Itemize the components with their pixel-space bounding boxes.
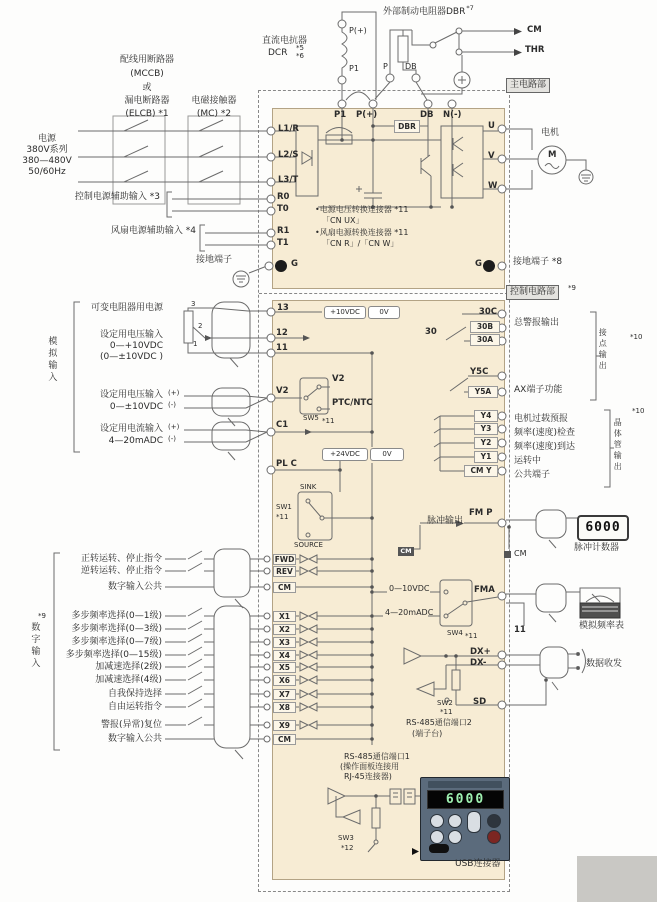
cm-external-icon xyxy=(504,551,511,558)
plus10vdc-pill: +10VDC xyxy=(324,306,366,319)
digital-row-label: 加减速选择(4级) xyxy=(95,675,162,685)
terminal-pplus: P(+) xyxy=(356,110,378,120)
pot-pin-1: 1 xyxy=(193,340,198,348)
current-input-range: 4—20mADC xyxy=(108,436,163,446)
keypad-button xyxy=(430,830,444,844)
control-part-note: *9 xyxy=(568,284,576,292)
terminal-cm: CM xyxy=(273,582,296,593)
db-node-label: DB xyxy=(405,62,417,71)
alarm-output-label: 总警报输出 xyxy=(514,318,560,328)
terminal-g-left: G xyxy=(291,259,298,269)
sw5-v2-out: V2 xyxy=(332,374,345,384)
mccb-label-2: (MCCB) xyxy=(130,69,164,79)
output-wiring xyxy=(374,307,623,709)
dbr-cm-label: CM xyxy=(527,25,542,35)
fan-aux-input-label: 风扇电源辅助输入 *4 xyxy=(110,226,196,236)
analog-freq-meter-label: 模拟频率表 xyxy=(579,621,625,631)
terminal-x2: X2 xyxy=(273,624,296,635)
fma-current-range: 4—20mADC xyxy=(385,608,434,617)
terminal-v2: V2 xyxy=(276,386,289,396)
keypad-button xyxy=(430,814,444,828)
mccb-label-5: (ELCB) *1 xyxy=(125,109,169,119)
terminal-u: U xyxy=(488,121,495,131)
sw5-label: SW5 xyxy=(303,414,319,422)
motor-m-letter: M xyxy=(548,150,557,160)
cm-internal-tag: CM xyxy=(398,547,414,556)
terminal-13: 13 xyxy=(277,303,289,313)
cn-ux-note: 「CN UX」 xyxy=(322,216,364,225)
ax-terminal-label: AX端子功能 xyxy=(514,385,563,395)
voltage-input1-range2: (0—±10VDC ) xyxy=(100,352,163,362)
keypad-stop-button xyxy=(487,830,501,844)
terminal-cm2: CM xyxy=(273,734,296,745)
ground-terminals xyxy=(265,260,506,272)
keypad-up-down-button xyxy=(467,811,481,833)
terminal-x8: X8 xyxy=(273,702,296,713)
rs485-port1-sub2: RJ-45连接器) xyxy=(344,772,392,781)
sw1-label: SW1 xyxy=(276,503,292,511)
terminal-y5c: Y5C xyxy=(470,367,489,377)
mccb-label-4: 漏电断路器 xyxy=(124,96,170,106)
data-txrx-label: 数据收发 xyxy=(586,659,623,669)
pulse-counter-display: 6000 xyxy=(577,515,629,541)
digital-row-label: 多步频率选择(0—7级) xyxy=(71,637,162,647)
terminal-l3t: L3/T xyxy=(278,175,299,185)
terminal-12: 12 xyxy=(276,328,288,338)
dcr-label: 直流电抗器 xyxy=(262,36,308,46)
zerov-pill-1: 0V xyxy=(368,306,400,319)
cm-external-label: CM xyxy=(514,549,527,558)
zerov-pill-2: 0V xyxy=(370,448,404,461)
terminal-x1: X1 xyxy=(273,611,296,622)
usb-connector-icon xyxy=(429,844,449,853)
usb-connector-label: USB连接器 xyxy=(455,859,501,869)
voltage-input2-label: 设定用电压输入 xyxy=(99,390,163,400)
digital-row-label: 自我保持选择 xyxy=(107,689,162,699)
keypad-brand-strip xyxy=(428,781,502,788)
terminal-sd: SD xyxy=(473,697,487,707)
pot-pin-3: 3 xyxy=(191,300,196,308)
cn-r-w-note: 「CN R」/「CN W」 xyxy=(322,239,399,248)
terminal-x3: X3 xyxy=(273,637,296,648)
terminal-c1: C1 xyxy=(276,420,289,430)
fma-voltage-range: 0—10VDC xyxy=(389,584,430,593)
digital-row-label: 多步频率选择(0—15级) xyxy=(65,650,162,660)
voltage-input2-range: 0—±10VDC xyxy=(109,402,163,412)
pulse-counter-label: 脉冲计数器 xyxy=(574,543,620,553)
digital-row-label: 多步频率选择(0—3级) xyxy=(71,624,162,634)
common-terminal-label: 公共端子 xyxy=(514,470,551,480)
pot-power-label: 可变电阻器用电源 xyxy=(90,303,163,313)
terminal-r0: R0 xyxy=(277,192,290,202)
dbr-internal-box: DBR xyxy=(394,120,420,133)
current-input-label: 设定用电流输入 xyxy=(99,424,163,434)
terminal-x9: X9 xyxy=(273,720,296,731)
main-circuit-part-label: 主电路部 xyxy=(506,78,550,93)
c1-minus: (-) xyxy=(168,435,176,443)
terminal-dxplus: DX+ xyxy=(470,647,491,657)
terminal-r1: R1 xyxy=(277,226,290,236)
terminal-fma: FMA xyxy=(474,585,495,595)
rs485-port2-label: RS-485通信端口2 xyxy=(406,718,472,727)
power-label-4: 50/60Hz xyxy=(28,167,66,177)
digital-row-label: 加减速选择(2级) xyxy=(95,662,162,672)
terminal-30c: 30C xyxy=(478,307,497,317)
digital-row-label: 数字输入公共 xyxy=(107,734,162,744)
meter-11-ref-label: 11 xyxy=(514,625,526,635)
terminal-l2s: L2/S xyxy=(278,150,299,160)
voltage-connector-note: •电源电压转换连接器 *11 xyxy=(315,205,409,214)
keypad-button xyxy=(487,814,501,828)
relay-30-label: 30 xyxy=(425,327,437,337)
contact-output-note: *10 xyxy=(630,333,643,341)
analog-input-group-label: 模拟输入 xyxy=(46,336,57,384)
sw3-note: *12 xyxy=(341,844,354,852)
rs485-port2-sub: (端子台) xyxy=(412,729,443,738)
ground-terminal-right-label: 接地端子 *8 xyxy=(513,257,563,267)
terminal-30b: 30B xyxy=(470,321,500,333)
main-circuit-wiring xyxy=(267,100,506,249)
terminal-l1r: L1/R xyxy=(278,124,299,134)
sw4-note: *11 xyxy=(465,632,478,640)
source-label: SOURCE xyxy=(294,541,323,549)
terminal-11: 11 xyxy=(276,343,288,353)
keypad-display: 6000 xyxy=(427,790,504,809)
mccb-label-3: 或 xyxy=(142,83,152,93)
keypad-button xyxy=(448,830,462,844)
plus24vdc-pill: +24VDC xyxy=(322,448,368,461)
sw1-note: *11 xyxy=(276,513,289,521)
contact-output-group-label: 接点输出 xyxy=(598,328,608,372)
mc-label-1: 电磁接触器 xyxy=(191,96,237,106)
digital-row-label: 正转运转、停止指令 xyxy=(80,554,162,564)
dcr-p1-label: P1 xyxy=(349,64,359,73)
power-label-2: 380V系列 xyxy=(26,145,68,155)
terminal-x5: X5 xyxy=(273,662,296,673)
external-dbr-label: 外部制动电阻器DBR$^{*7}$ xyxy=(383,4,474,17)
terminal-x7: X7 xyxy=(273,689,296,700)
freq-arrival-label: 频率(速度)到达 xyxy=(514,442,576,452)
sw4-label: SW4 xyxy=(447,629,463,637)
rs485-port1-label: RS-485通信端口1 xyxy=(344,752,410,761)
pulse-output-label: 脉冲输出 xyxy=(427,516,464,526)
transistor-output-note: *10 xyxy=(632,407,645,415)
terminal-dxminus: DX- xyxy=(470,658,487,668)
terminal-t1: T1 xyxy=(277,238,289,248)
dcr-code: DCR xyxy=(268,48,288,58)
dcr-note2: *6 xyxy=(296,52,304,60)
braking-resistor-circuit xyxy=(375,28,522,100)
terminal-rev: REV xyxy=(273,566,296,577)
operation-keypad xyxy=(420,777,510,861)
voltage-input1-range: 0—+10VDC xyxy=(109,341,163,351)
voltage-input1-label: 设定用电压输入 xyxy=(99,330,163,340)
digital-row-label: 数字输入公共 xyxy=(107,582,162,592)
running-label: 运转中 xyxy=(514,456,542,466)
terminal-g-right: G xyxy=(475,259,482,269)
sink-label: SINK xyxy=(300,483,317,491)
fan-connector-note: •风扇电源转换连接器 *11 xyxy=(315,228,409,237)
digital-group-note: *9 xyxy=(38,612,46,620)
terminal-x6: X6 xyxy=(273,675,296,686)
terminal-y4: Y4 xyxy=(474,410,498,422)
power-label-1: 电源 xyxy=(37,134,56,144)
c1-plus: (+) xyxy=(168,423,180,431)
v2-minus: (-) xyxy=(168,401,176,409)
terminal-y5a: Y5A xyxy=(468,386,498,398)
dcr-pplus-label: P(+) xyxy=(349,26,367,35)
v2-plus: (+) xyxy=(168,389,180,397)
digital-row-label: 自由运转指令 xyxy=(107,702,162,712)
transistor-output-group-label: 晶体管输出 xyxy=(613,418,623,473)
keypad-button xyxy=(448,814,462,828)
freq-check-label: 频率(速度)检查 xyxy=(514,428,576,438)
terminal-y2: Y2 xyxy=(474,437,498,449)
terminal-fmp: FM P xyxy=(469,508,493,518)
sw2-label: SW2 xyxy=(437,699,453,707)
terminal-30a: 30A xyxy=(470,334,500,346)
digital-row-label: 警报(异常)复位 xyxy=(100,720,162,730)
digital-input-group-label: 数字输入 xyxy=(29,622,40,670)
terminal-y3: Y3 xyxy=(474,423,498,435)
terminal-db: DB xyxy=(420,110,434,120)
terminal-x4: X4 xyxy=(273,650,296,661)
terminal-v: V xyxy=(488,151,495,161)
terminal-p1: P1 xyxy=(334,110,347,120)
mc-label-2: (MC) *2 xyxy=(196,109,232,119)
power-label-3: 380—480V xyxy=(22,156,72,166)
overload-warning-label: 电机过载预报 xyxy=(514,414,569,424)
rs485-port1-sub1: (操作面板连接用 xyxy=(340,762,400,771)
control-circuit-part-label: 控制电路部 xyxy=(506,285,559,300)
motor-label: 电机 xyxy=(541,128,560,138)
terminal-w: W xyxy=(488,181,498,191)
terminal-t0: T0 xyxy=(277,204,289,214)
dcr-note1: *5 xyxy=(296,44,304,52)
sw5-ptc-out: PTC/NTC xyxy=(332,398,373,408)
terminal-plc: PL C xyxy=(276,459,297,469)
terminal-y1: Y1 xyxy=(474,451,498,463)
sw2-note: *11 xyxy=(440,708,453,716)
control-aux-input-label: 控制电源辅助输入 *3 xyxy=(74,192,160,202)
terminal-cmy: CM Y xyxy=(464,465,498,477)
digital-row-label: 多步频率选择(0—1级) xyxy=(71,611,162,621)
p-node-label: P xyxy=(383,62,388,71)
dbr-thr-label: THR xyxy=(525,45,545,55)
mccb-label-1: 配线用断路器 xyxy=(119,55,174,65)
sw3-label: SW3 xyxy=(338,834,354,842)
terminal-fwd: FWD xyxy=(274,555,295,564)
pot-pin-2: 2 xyxy=(198,322,203,330)
digital-row-label: 逆转运转、停止指令 xyxy=(80,566,162,576)
terminal-n: N(-) xyxy=(443,110,462,120)
sw5-note: *11 xyxy=(322,417,335,425)
ground-terminal-left-label: 接地端子 xyxy=(196,255,233,265)
